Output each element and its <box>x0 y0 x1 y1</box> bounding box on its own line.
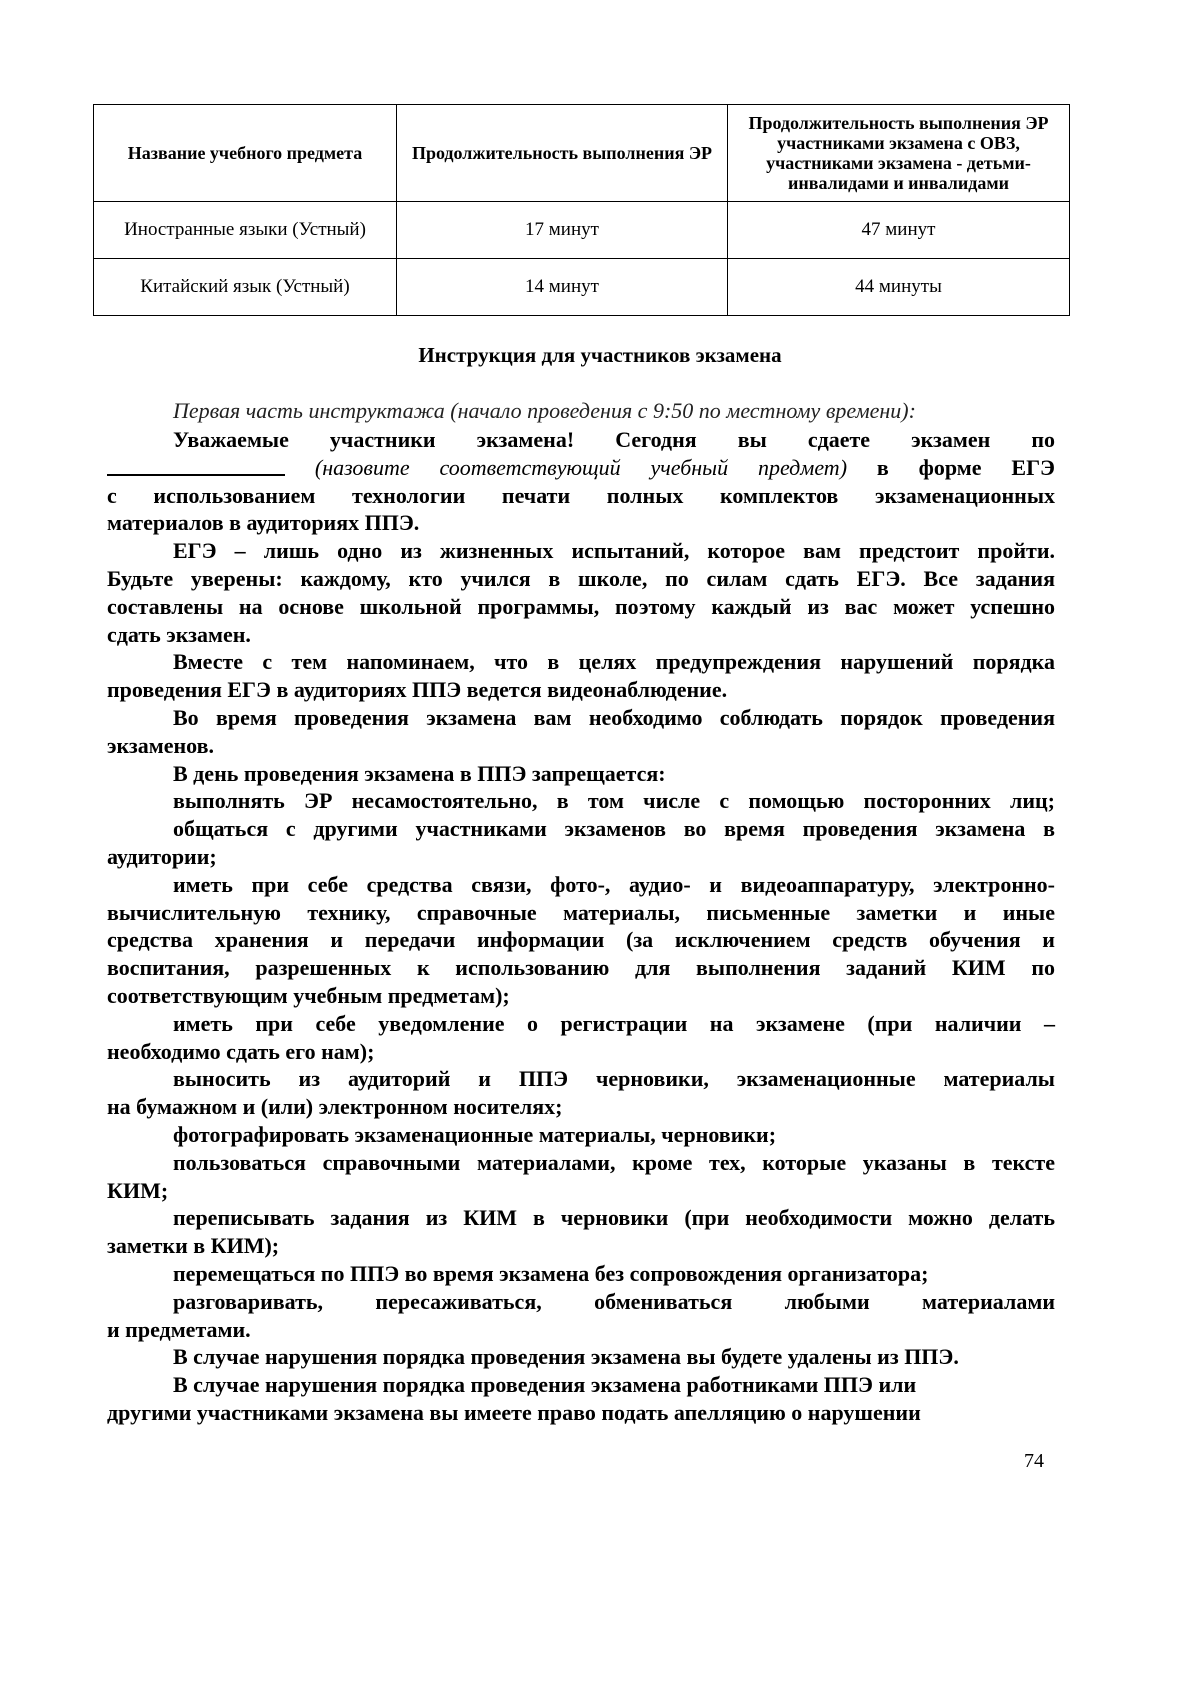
fill-in-blank <box>107 454 285 476</box>
text-line <box>107 676 1055 704</box>
text-segment: на бумажном и (или) электронном носителях; <box>107 1094 563 1120</box>
text-line <box>107 482 1055 510</box>
italic-hint: (назовите соответствующий учебный предмет) <box>285 454 848 480</box>
text-line <box>107 843 1055 871</box>
text-line <box>107 1316 1055 1344</box>
text-segment: В день проведения экзамена в ППЭ запрещается: <box>173 760 666 786</box>
text-line <box>107 426 1055 454</box>
text-line <box>107 1204 1055 1232</box>
cell-duration: 14 минут <box>397 259 728 316</box>
text-line <box>107 1177 1055 1205</box>
text-line <box>107 509 1055 537</box>
text-line <box>107 565 1055 593</box>
text-segment: воспитания, разрешенных к использованию для выполнения заданий КИМ по <box>107 955 1055 981</box>
text-segment: заметки в КИМ); <box>107 1233 280 1259</box>
text-segment: иметь при себе уведомление о регистрации на экзамене (при наличии – <box>173 1010 1055 1036</box>
text-segment: выносить из аудиторий и ППЭ черновики, экзаменационные материалы <box>173 1066 1055 1092</box>
text-segment: проведения ЕГЭ в аудиториях ППЭ ведется видеонаблюдение. <box>107 677 728 703</box>
text-line <box>107 1288 1055 1316</box>
text-segment: материалов в аудиториях ППЭ. <box>107 510 420 536</box>
intro-italic: Первая часть инструктажа (начало проведения с 9:50 по местному времени): <box>173 398 916 423</box>
table-row <box>94 259 1070 316</box>
text-line <box>107 648 1055 676</box>
text-line <box>107 926 1055 954</box>
text-segment: переписывать задания из КИМ в черновики (при необходимости можно делать <box>173 1205 1055 1231</box>
text-line <box>107 1232 1055 1260</box>
text-segment: иметь при себе средства связи, фото-, аудио- и видеоаппаратуру, электронно- <box>173 871 1055 897</box>
text-segment: выполнять ЭР несамостоятельно, в том числе с помощью посторонних лиц; <box>173 788 1055 814</box>
text-segment: необходимо сдать его нам); <box>107 1038 375 1064</box>
text-line <box>107 815 1055 843</box>
text-line <box>107 1260 1055 1288</box>
text-segment: аудитории; <box>107 843 217 869</box>
text-line <box>107 1093 1055 1121</box>
text-line <box>107 787 1055 815</box>
instruction-body <box>107 426 1055 1427</box>
text-segment: сдать экзамен. <box>107 621 251 647</box>
text-segment: средства хранения и передачи информации (за исключением средств обучения и <box>107 927 1055 953</box>
text-line <box>107 982 1055 1010</box>
text-segment: перемещаться по ППЭ во время экзамена без сопровождения организатора; <box>173 1260 929 1286</box>
text-line <box>107 1121 1055 1149</box>
text-segment: Уважаемые участники экзамена! Сегодня вы сдаете экзамен по <box>173 427 1055 452</box>
table-header-row <box>94 105 1070 202</box>
text-line <box>107 593 1055 621</box>
text-line <box>107 537 1055 565</box>
text-line <box>107 454 1055 482</box>
text-line <box>107 621 1055 649</box>
text-segment: соответствующим учебным предметам); <box>107 982 510 1008</box>
cell-subject: Иностранные языки (Устный) <box>94 202 397 259</box>
text-segment: Вместе с тем напоминаем, что в целях предупреждения нарушений порядка <box>173 649 1055 675</box>
text-line <box>107 1371 1055 1399</box>
text-segment: и предметами. <box>107 1316 251 1342</box>
text-segment: В случае нарушения порядка проведения экзамена работниками ППЭ или <box>173 1372 917 1398</box>
text-segment: общаться с другими участниками экзаменов во время проведения экзамена в <box>173 816 1055 842</box>
text-segment: пользоваться справочными материалами, кроме тех, которые указаны в тексте <box>173 1149 1055 1175</box>
cell-duration: 17 минут <box>397 202 728 259</box>
text-line <box>107 1149 1055 1177</box>
text-segment: В случае нарушения порядка проведения экзамена вы будете удалены из ППЭ. <box>173 1344 959 1370</box>
cell-duration-ovz: 44 минуты <box>728 259 1070 316</box>
text-line <box>107 704 1055 732</box>
text-segment: вычислительную технику, справочные материалы, письменные заметки и иные <box>107 899 1055 925</box>
duration-table <box>93 104 1070 316</box>
text-segment: в форме ЕГЭ <box>847 454 1055 480</box>
text-line <box>107 1065 1055 1093</box>
text-segment: с использованием технологии печати полных комплектов экзаменационных <box>107 482 1055 508</box>
text-line <box>107 1010 1055 1038</box>
text-segment: ЕГЭ – лишь одно из жизненных испытаний, которое вам предстоит пройти. <box>173 538 1055 564</box>
text-segment: КИМ; <box>107 1177 169 1203</box>
text-segment: Во время проведения экзамена вам необходимо соблюдать порядок проведения <box>173 704 1055 730</box>
text-line <box>107 1399 1055 1427</box>
text-segment: фотографировать экзаменационные материалы, черновики; <box>173 1121 777 1147</box>
text-segment: Будьте уверены: каждому, кто учился в школе, по силам сдать ЕГЭ. Все задания <box>107 565 1055 591</box>
header-duration-ovz: Продолжительность выполнения ЭР участниками экзамена с ОВЗ, участниками экзамена - детьми-инвалидами и инвалидами <box>728 105 1070 202</box>
text-segment: разговаривать, пересаживаться, обмениваться любыми материалами <box>173 1288 1055 1314</box>
text-line <box>107 760 1055 788</box>
cell-duration-ovz: 47 минут <box>728 202 1070 259</box>
text-segment: другими участниками экзамена вы имеете право подать апелляцию о нарушении <box>107 1399 921 1425</box>
text-segment: экзаменов. <box>107 732 214 758</box>
text-line <box>107 899 1055 927</box>
header-subject: Название учебного предмета <box>94 105 397 202</box>
text-line <box>107 871 1055 899</box>
page-number: 74 <box>1024 1450 1044 1472</box>
header-duration: Продолжительность выполнения ЭР <box>397 105 728 202</box>
text-line <box>107 1038 1055 1066</box>
text-line <box>107 954 1055 982</box>
section-title: Инструкция для участников экзамена <box>418 343 782 367</box>
text-segment: составлены на основе школьной программы, поэтому каждый из вас может успешно <box>107 593 1055 619</box>
text-line <box>107 732 1055 760</box>
cell-subject: Китайский язык (Устный) <box>94 259 397 316</box>
table-row <box>94 202 1070 259</box>
text-line <box>107 1343 1055 1371</box>
